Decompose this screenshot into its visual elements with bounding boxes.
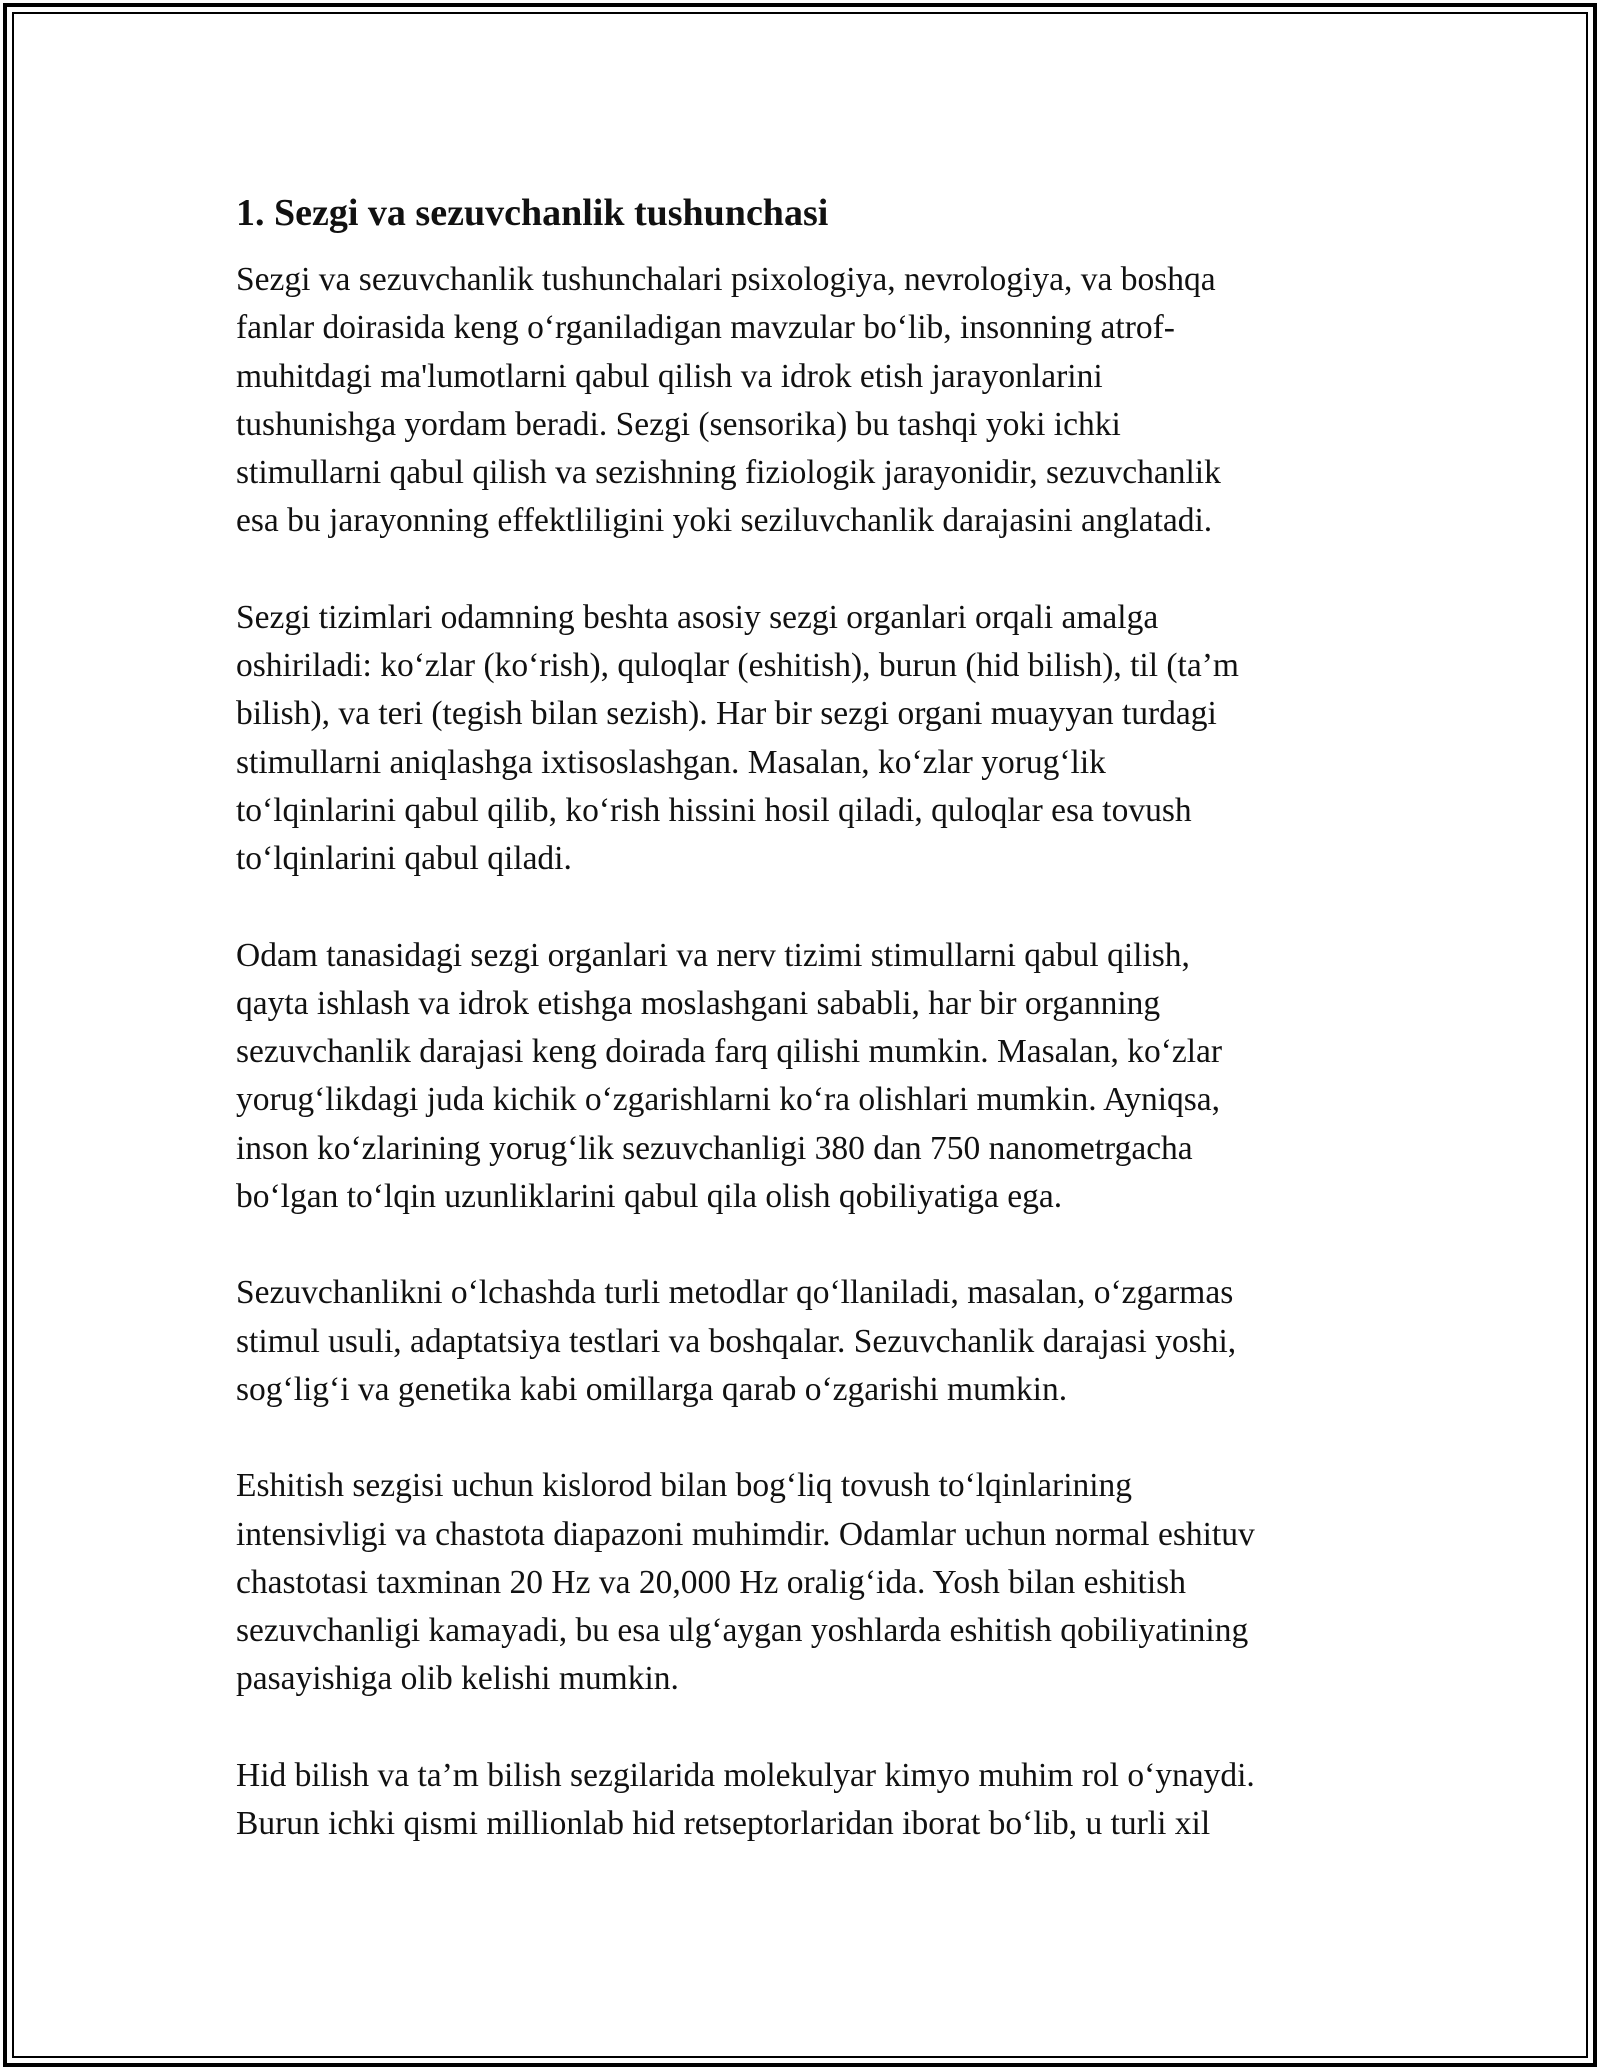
- text-line: Odam tanasidagi sezgi organlari va nerv tizimi stimullarni qabul qilish,: [236, 936, 1190, 974]
- text-line: Sezgi tizimlari odamning beshta asosiy sezgi organlari orqali amalga: [236, 598, 1159, 636]
- text-line: bo‘lgan to‘lqin uzunliklarini qabul qila olish qobiliyatiga ega.: [236, 1178, 1063, 1216]
- text-line: tushunishga yordam beradi. Sezgi (sensorika) bu tashqi yoki ichki: [236, 405, 1121, 443]
- paragraph-4: [236, 1269, 1376, 1414]
- text-line: to‘lqinlarini qabul qiladi.: [236, 840, 572, 878]
- text-line: Sezuvchanlikni o‘lchashda turli metodlar qo‘llaniladi, masalan, o‘zgarmas: [236, 1274, 1234, 1312]
- text-line: esa bu jarayonning effektliligini yoki seziluvchanlik darajasini anglatadi.: [236, 502, 1213, 540]
- text-line: fanlar doirasida keng o‘rganiladigan mavzular bo‘lib, insonning atrof-: [236, 309, 1175, 347]
- text-line: yorug‘likdagi juda kichik o‘zgarishlarni ko‘ra olishlari mumkin. Ayniqsa,: [236, 1081, 1221, 1119]
- text-line: to‘lqinlarini qabul qilib, ko‘rish hissini hosil qiladi, quloqlar esa tovush: [236, 791, 1192, 829]
- paragraph-5: [236, 1462, 1376, 1703]
- text-line: pasayishiga olib kelishi mumkin.: [236, 1660, 679, 1698]
- section-heading: 1. Sezgi va sezuvchanlik tushunchasi: [236, 192, 829, 234]
- text-line: stimullarni qabul qilish va sezishning fiziologik jarayonidir, sezuvchanlik: [236, 454, 1221, 492]
- text-line: Hid bilish va ta’m bilish sezgilarida molekulyar kimyo muhim rol o‘ynaydi.: [236, 1756, 1255, 1794]
- text-line: inson ko‘zlarining yorug‘lik sezuvchanligi 380 dan 750 nanometrgacha: [236, 1129, 1193, 1167]
- text-line: sezuvchanligi kamayadi, bu esa ulg‘aygan yoshlarda eshitish qobiliyatining: [236, 1612, 1249, 1650]
- paragraph-3: [236, 932, 1376, 1222]
- text-line: bilish), va teri (tegish bilan sezish). Har bir sezgi organi muayyan turdagi: [236, 695, 1217, 733]
- paragraph-2: [236, 594, 1376, 884]
- text-line: oshiriladi: ko‘zlar (ko‘rish), quloqlar (eshitish), burun (hid bilish), til (ta’m: [236, 647, 1239, 685]
- text-line: stimul usuli, adaptatsiya testlari va boshqalar. Sezuvchanlik darajasi yoshi,: [236, 1322, 1237, 1360]
- text-line: intensivligi va chastota diapazoni muhimdir. Odamlar uchun normal eshituv: [236, 1515, 1255, 1553]
- text-line: Eshitish sezgisi uchun kislorod bilan bog‘liq tovush to‘lqinlarining: [236, 1467, 1133, 1505]
- text-line: muhitdagi ma'lumotlarni qabul qilish va idrok etish jarayonlarini: [236, 357, 1103, 395]
- text-line: Sezgi va sezuvchanlik tushunchalari psixologiya, nevrologiya, va boshqa: [236, 261, 1216, 298]
- paragraph-1: [236, 256, 1376, 546]
- document-body: [236, 188, 1376, 1896]
- text-line: stimullarni aniqlashga ixtisoslashgan. Masalan, ko‘zlar yorug‘lik: [236, 743, 1106, 781]
- text-line: sog‘lig‘i va genetika kabi omillarga qarab o‘zgarishi mumkin.: [236, 1370, 1068, 1408]
- paragraph-6: [236, 1752, 1376, 1849]
- text-line: chastotasi taxminan 20 Hz va 20,000 Hz oralig‘ida. Yosh bilan eshitish: [236, 1563, 1186, 1601]
- text-line: Burun ichki qismi millionlab hid retseptorlaridan iborat bo‘lib, u turli xil: [236, 1805, 1211, 1843]
- text-line: qayta ishlash va idrok etishga moslashgani sababli, har bir organning: [236, 984, 1161, 1022]
- text-line: sezuvchanlik darajasi keng doirada farq qilishi mumkin. Masalan, ko‘zlar: [236, 1033, 1223, 1071]
